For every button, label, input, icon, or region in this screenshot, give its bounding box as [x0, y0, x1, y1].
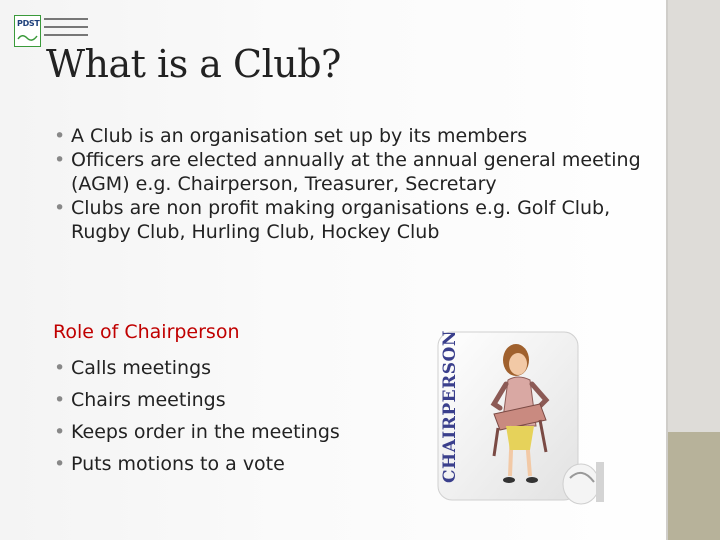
bullet-dot: • [54, 421, 66, 443]
bullet-item [53, 148, 643, 196]
bullet-item [53, 196, 643, 244]
bullet-dot: • [54, 197, 66, 219]
role-heading: Role of Chairperson [53, 321, 240, 343]
bullet-dot: • [54, 357, 66, 379]
role-item [53, 384, 340, 416]
role-item [53, 352, 340, 384]
clipart-label: CHAIRPERSON [440, 330, 460, 483]
pdst-logo-text: PDST [17, 19, 40, 28]
bullet-item [53, 124, 643, 148]
bullet-dot: • [54, 149, 66, 171]
slide-title: What is a Club? [46, 42, 341, 86]
bullet-text: Clubs are non profit making organisations e.g. Golf Club, Rugby Club, Hurling Club, Hockey Club [71, 197, 611, 243]
role-item-text: Calls meetings [71, 357, 212, 379]
bullet-dot: • [54, 389, 66, 411]
strip-accent-block [668, 432, 720, 540]
decorative-side-strip [666, 0, 720, 540]
logo-tagline [44, 18, 88, 42]
logo-wave-icon [17, 32, 38, 42]
role-list [53, 352, 340, 480]
bullet-text: Officers are elected annually at the annual general meeting (AGM) e.g. Chairperson, Treasurer, Secretary [71, 149, 641, 195]
pdst-logo-mark [14, 15, 41, 47]
club-bullet-list [53, 124, 643, 244]
role-item [53, 448, 340, 480]
role-item [53, 416, 340, 448]
role-item-text: Chairs meetings [71, 389, 226, 411]
bullet-dot: • [54, 125, 66, 147]
bullet-text: A Club is an organisation set up by its members [71, 125, 528, 147]
role-item-text: Puts motions to a vote [71, 453, 285, 475]
bullet-dot: • [54, 453, 66, 475]
role-item-text: Keeps order in the meetings [71, 421, 340, 443]
